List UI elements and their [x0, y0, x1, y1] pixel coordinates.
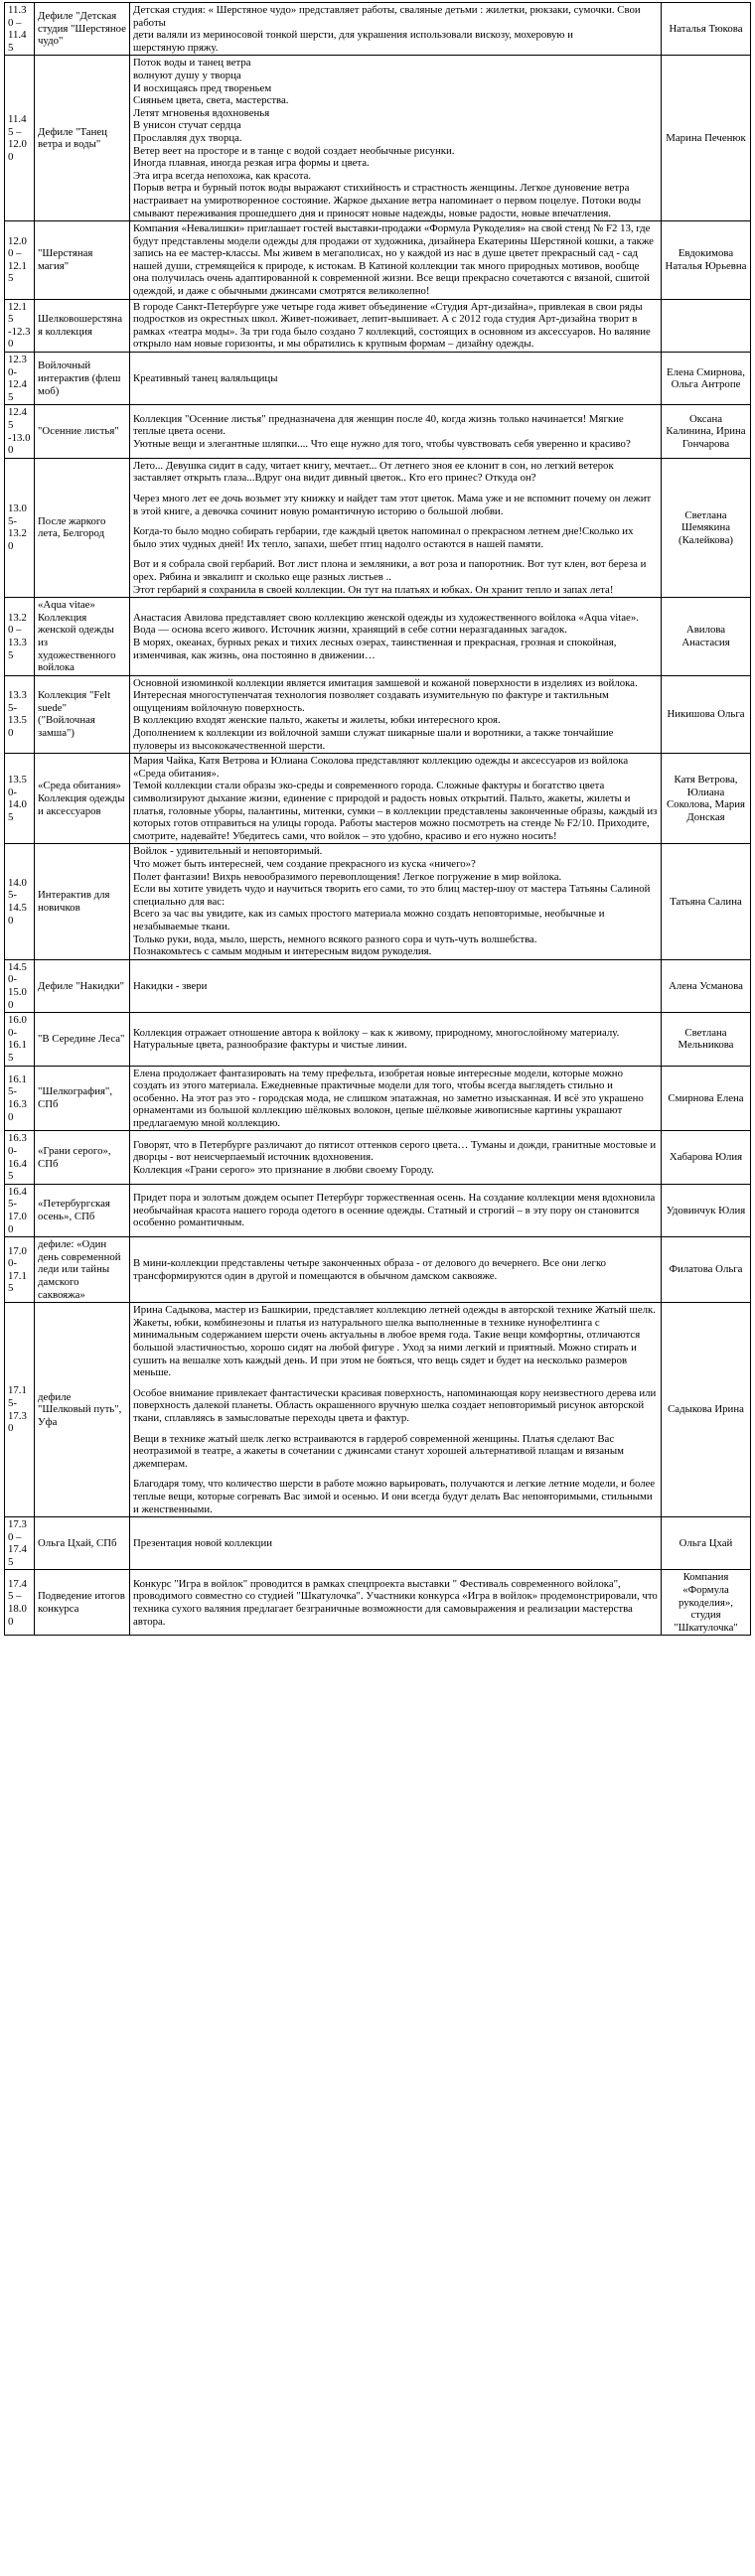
- description-paragraph: [133, 517, 658, 525]
- description-cell: [130, 353, 662, 405]
- time-cell: 16.15- 16.30: [5, 1066, 35, 1131]
- description-paragraph: Вода — основа всего живого. Источник жизни, хранящий в себе сотни неразгаданных загадок.: [133, 624, 567, 637]
- time-cell: 13.35-13.50: [5, 675, 35, 754]
- description-cell: [130, 1570, 662, 1636]
- schedule-row: [5, 1237, 751, 1303]
- event-name-cell: "Шелкография", СПб: [35, 1066, 130, 1131]
- description-cell: [130, 299, 662, 352]
- description-paragraph: Войлок - удивительный и неповторимый.: [133, 845, 323, 858]
- schedule-row: [5, 598, 751, 676]
- schedule-row: [5, 1570, 751, 1636]
- schedule-row: [5, 754, 751, 844]
- description-paragraph: Коллекция "Осенние листья" предназначена для женщин после 40, когда жизнь только начинается! Мягкие теплые цвета осени.: [133, 412, 624, 438]
- time-cell: 13.50- 14.05: [5, 754, 35, 844]
- description-paragraph: В мини-коллекции представлены четыре законченных образа - от делового до вечернего. Все они легко трансформируются один в другой и помещаются в обычном дамском саквояже.: [133, 1257, 607, 1282]
- description-cell: [130, 56, 662, 221]
- time-cell: 12.30- 12.45: [5, 353, 35, 405]
- schedule-row: [5, 959, 751, 1012]
- event-name-cell: дефиле: «Один день современной леди или тайны дамского саквояжа»: [35, 1237, 130, 1303]
- time-cell: 14.50- 15.00: [5, 959, 35, 1012]
- description-paragraph: Натуральные цвета, разнообразие фактуры и чистые линии.: [133, 1039, 407, 1052]
- schedule-row: [5, 3, 751, 56]
- presenter-cell: Хабарова Юлия: [662, 1131, 751, 1184]
- description-paragraph: Ирина Садыкова, мастер из Башкирии, представляет коллекцию летней одежды в авторской технике Жатый шелк. Жакеты, юбки, комбинезоны и платья из натурального шелка выполненные в технике нунофелтинга с минимальным содержанием шерсти очень актуальны в любое время года. Такие вещи комфортны, отличаются большой эластичностью, хорошо сидят на любой фигуре . Уход за ними легкий и приятный. Можно стирать и сушить на вешалке хоть каждый день. И при этом не бояться, что вещь сядет и будет на несколько размеров меньше.: [133, 1304, 656, 1379]
- time-cell: 12.15 -12.30: [5, 299, 35, 352]
- event-name-cell: Ольга Цхай, СПб: [35, 1517, 130, 1570]
- description-paragraph: Вот и я собрала свой гербарий. Вот лист плона и земляники, а вот роза и папоротник. Вот тут клен, вот береза и орех. Рябина и эвкалипт и сколько еще разных листьев ..: [133, 558, 647, 583]
- description-paragraph: Познакомьтесь с самым модным и интересным видом рукоделия.: [133, 945, 432, 958]
- time-cell: 11.45 – 12.00: [5, 56, 35, 221]
- time-cell: 14.05- 14.50: [5, 844, 35, 959]
- description-cell: [130, 598, 662, 676]
- description-paragraph: Сияньем цвета, света, мастерства.: [133, 94, 289, 107]
- description-cell: [130, 458, 662, 597]
- time-cell: 13.05- 13.20: [5, 458, 35, 597]
- schedule-row: [5, 1303, 751, 1517]
- event-name-cell: Дефиле "Танец ветра и воды": [35, 56, 130, 221]
- description-paragraph: Всего за час вы увидите, как из самых простого материала можно создать неповторимые, необычные и незабываемые ткани.: [133, 908, 605, 932]
- presenter-cell: Катя Ветрова, Юлиана Соколова, Мария Донская: [662, 754, 751, 844]
- description-paragraph: Детская студия: « Шерстяное чудо» представляет работы, сваляные детьми : жилетки, рюкзаки, сумочки. Свои работы: [133, 4, 641, 29]
- time-cell: 16.00- 16.15: [5, 1013, 35, 1066]
- presenter-cell: Компания «Формула рукоделия», студия "Шкатулочка": [662, 1570, 751, 1636]
- schedule-row: [5, 221, 751, 300]
- presenter-cell: Смирнова Елена: [662, 1066, 751, 1131]
- description-paragraph: Полет фантазии! Вихрь невообразимого перевоплощения! Легкое погружение в мир войлока.: [133, 870, 562, 883]
- description-paragraph: Уютные вещи и элегантные шляпки.... Что еще нужно для того, чтобы чувствовать себя уверенно и красиво?: [133, 437, 631, 450]
- schedule-row: [5, 675, 751, 754]
- event-name-cell: «Среда обитания» Коллекция одежды и аксессуаров: [35, 754, 130, 844]
- description-paragraph: В морях, океанах, бурных реках и тихих лесных озерах, таинственная и прекрасная, грозная и спокойная, изменчивая, как жизнь, она постоянно в движении…: [133, 636, 617, 661]
- description-paragraph: Ветер веет на просторе и в танце с водой создает необычные рисунки.: [133, 144, 455, 157]
- presenter-cell: Татьяна Салина: [662, 844, 751, 959]
- description-paragraph: Лето... Девушка сидит в саду, читает книгу, мечтает... От летнего зноя ее клонит в сон, но легкий ветерок заставляет открыть глаза...Вдруг она видит дивный цветок.. Кто его принес? Откуда он?: [133, 459, 614, 485]
- description-paragraph: Иногда плавная, иногда резкая игра формы и цвета.: [133, 157, 370, 170]
- time-cell: 12.00 – 12.15: [5, 221, 35, 300]
- description-paragraph: Поток воды и танец ветра: [133, 57, 251, 70]
- presenter-cell: Никишова Ольга: [662, 675, 751, 754]
- event-name-cell: "Шерстяная магия": [35, 221, 130, 300]
- description-paragraph: Анастасия Авилова представляет свою коллекцию женской одежды из художественного войлока «Aqua vitae».: [133, 611, 639, 624]
- event-name-cell: Войлочный интерактив (флеш моб): [35, 353, 130, 405]
- presenter-cell: Алена Усманова: [662, 959, 751, 1012]
- description-paragraph: Презентация новой коллекции: [133, 1536, 272, 1549]
- presenter-cell: Светлана Мельникова: [662, 1013, 751, 1066]
- description-paragraph: Мария Чайка, Катя Ветрова и Юлиана Соколова представляют коллекцию одежды и аксессуаров из войлока «Среда обитания».: [133, 755, 629, 780]
- event-name-cell: Дефиле "Накидки": [35, 959, 130, 1012]
- schedule-row: [5, 1066, 751, 1131]
- schedule-rows: [5, 3, 751, 1636]
- description-paragraph: шерстяную пряжу.: [133, 41, 219, 54]
- description-paragraph: Накидки - звери: [133, 979, 208, 992]
- schedule-row: [5, 1517, 751, 1570]
- event-name-cell: Интерактив для новичков: [35, 844, 130, 959]
- description-paragraph: В унисон стучат сердца: [133, 119, 241, 132]
- event-name-cell: Коллекция "Felt suede" ("Войлочная замша"): [35, 675, 130, 754]
- event-name-cell: «Грани серого», СПб: [35, 1131, 130, 1184]
- description-paragraph: Темой коллекции стали образы эко-среды и современного города. Сложные фактуры и богатство цвета символизируют дыхание жизни, единение с природой и радость новых открытий. Пальто, жакеты, жилеты и платья, головные уборы, палантины, митенки, сумки – в коллекции представлены законченные образы, каждый из которых готов отправиться на улицы города. Работы мастеров можно посмотреть на стенде № F2/10. Приходите, смотрите, надевайте! Убедитесь сами, что войлок – это удобно, красиво и его нужно носить!: [133, 780, 658, 842]
- presenter-cell: Елена Смирнова, Ольга Антропе: [662, 353, 751, 405]
- description-paragraph: [133, 1470, 658, 1478]
- description-paragraph: Благодаря тому, что количество шерсти в работе можно варьировать, получаются и легкие летние модели, и более теплые вещи, которые согревать Вас зимой и осенью. И они всегда будут делать Вас неповторимыми, стильными и женственными.: [133, 1478, 656, 1515]
- description-paragraph: дети валяли из мериносовой тонкой шерсти, для украшения использовали вискозу, мохеровую и: [133, 29, 573, 42]
- presenter-cell: [662, 299, 751, 352]
- presenter-cell: Филатова Ольга: [662, 1237, 751, 1303]
- presenter-cell: Оксана Калинина, Ирина Гончарова: [662, 405, 751, 458]
- description-paragraph: [133, 1425, 658, 1433]
- description-paragraph: Креативный танец валяльщицы: [133, 371, 278, 384]
- presenter-cell: Светлана Шемякина (Калейкова): [662, 458, 751, 597]
- description-paragraph: [133, 485, 658, 493]
- description-paragraph: Коллекция отражает отношение автора к войлоку – как к живому, природному, многослойному материалу.: [133, 1026, 620, 1039]
- schedule-row: [5, 844, 751, 959]
- description-paragraph: волнуют душу у творца: [133, 69, 241, 81]
- time-cell: 17.00- 17.15: [5, 1237, 35, 1303]
- description-paragraph: Что может быть интересней, чем создание прекрасного из куска «ничего»?: [133, 858, 476, 870]
- time-cell: 13.20 – 13.35: [5, 598, 35, 676]
- description-paragraph: Основной изюминкой коллекции является имитация замшевой и кожаной поверхности в изделиях из войлока. Интересная многоступенчатая технология позволяет создавать изумительную по фактуре и тактильным ощущениям войлочную поверхность.: [133, 676, 638, 714]
- description-paragraph: В коллекцию входят женские пальто, жакеты и жилеты, юбки интересного кроя.: [133, 714, 501, 727]
- description-cell: [130, 844, 662, 959]
- description-cell: [130, 1303, 662, 1517]
- description-paragraph: Порыв ветра и бурный поток воды выражают стихийность и страстность женщины. Легкое дуновение ветра настраивает на умиротворенное состояние. Жаркое дыхание ветра напоминает о первом поцелуе. Потоки воды смывают переживания прошедшего дня и приносят новые надежды, новые радости, новые впечатления.: [133, 182, 642, 219]
- description-paragraph: Через много лет ее дочь возьмет эту книжку и найдет там этот цветок. Мама уже и не вспомнит почему он лежит в этой книге, а девочка сочинит новую романтичную историю о большой любви.: [133, 492, 652, 517]
- description-paragraph: Вещи в технике жатый шелк легко встраиваются в гардероб современной женщины. Платья сделают Вас неотразимой в театре, а жакеты в сочетании с джинсами станут хорошей альтернативой плащам и вязаным джемперам.: [133, 1432, 624, 1470]
- event-name-cell: После жаркого лета, Белгород: [35, 458, 130, 597]
- description-cell: [130, 1184, 662, 1236]
- description-paragraph: Конкурс "Игра в войлок" проводится в рамках спецпроекта выставки " Фестиваль современного войлока", проводимого совместно со студией "Шкатулочка". Участники конкурса «Игра в войлок» продемонстрировали, что техника сухого валяния предлагает безграничные возможности для самовыражения и реализации мастерства автора.: [133, 1577, 658, 1628]
- schedule-row: [5, 1131, 751, 1184]
- description-paragraph: Летят мгновенья вдохновенья: [133, 106, 270, 119]
- description-paragraph: Этот гербарий я сохранила в своей коллекции. Он тут на платьях и юбках. Он хранит тепло и запах лета!: [133, 583, 614, 596]
- event-name-cell: «Aqua vitae» Коллекция женской одежды из художественного войлока: [35, 598, 130, 676]
- time-cell: 12.45 -13.00: [5, 405, 35, 458]
- event-name-cell: Дефиле "Детская студия "Шерстяное чудо": [35, 3, 130, 56]
- description-cell: [130, 959, 662, 1012]
- schedule-table: [4, 2, 751, 1636]
- time-cell: 17.30 – 17.45: [5, 1517, 35, 1570]
- event-name-cell: дефиле "Шелковый путь", Уфа: [35, 1303, 130, 1517]
- schedule-row: [5, 56, 751, 221]
- description-paragraph: Придет пора и золотым дождем осыпет Петербург торжественная осень. На создание коллекции меня вдохновила необычайная красота нашего города одетого в осенние одежды. Статный и строгий – в эту пору он становится особенно романтичным.: [133, 1192, 656, 1229]
- description-paragraph: Дополнением к коллекции из войлочной замши служат шикарные шали и воротники, а также тончайшие пуловеры из высококачественной шерсти.: [133, 727, 614, 752]
- description-paragraph: Компания «Невалишки» приглашает гостей выставки-продажи «Формула Рукоделия» на свой стенд № F2 13, где будут представлены модели одежды для продажи от художника, дизайнера Екатерины Шерстяной кошки, а также запись на ее мастер-классы. Мы живем в мегаполисах, но у каждой из нас в душе цветет прекрасный сад - сад нашей души, стремящейся к природе, к истокам. В Катиной коллекции так много природных мотивов, вообще она получилась очень адаптированной к современной жизни. Все вещи прекрасно сочетаются с вязаной, сшитой одеждой, и даже с обычными джинсами смотрятся великолепно!: [133, 222, 654, 298]
- description-paragraph: Говорят, что в Петербурге различают до пятисот оттенков серого цвета… Туманы и дожди, гранитные мостовые и дворцы - вот неисчерпаемый источник вдохновения.: [133, 1138, 657, 1164]
- presenter-cell: Садыкова Ирина: [662, 1303, 751, 1517]
- time-cell: 16.30- 16.45: [5, 1131, 35, 1184]
- event-name-cell: "В Середине Леса": [35, 1013, 130, 1066]
- description-cell: [130, 1066, 662, 1131]
- schedule-row: [5, 353, 751, 405]
- description-cell: [130, 1131, 662, 1184]
- description-paragraph: В городе Санкт-Петербурге уже четыре года живет объединение «Студия Арт-дизайна», привлекая в свои ряды подростков из окрестных школ. Живет-поживает, лепит-вышивает. А с 2012 года студия Арт-дизайна творит в рамках «театра моды». За три года было создано 7 коллекций, состоящих в основном из аксессуаров. Но валяние открыло нам новые горизонты, и мы обратились к крупным формам – дизайну одежды.: [133, 300, 651, 351]
- time-cell: 16.45- 17.00: [5, 1184, 35, 1236]
- description-cell: [130, 754, 662, 844]
- description-cell: [130, 405, 662, 458]
- description-paragraph: Прославляя дух творца.: [133, 131, 242, 144]
- schedule-row: [5, 458, 751, 597]
- description-paragraph: Коллекция «Грани серого» это признание в любви своему Городу.: [133, 1163, 434, 1176]
- description-paragraph: Если вы хотите увидеть чудо и научиться творить его сами, то это блиц мастер-шоу от мастера Татьяны Салиной специально для вас:: [133, 883, 651, 908]
- description-paragraph: [133, 550, 658, 558]
- time-cell: 17.15- 17.30: [5, 1303, 35, 1517]
- description-cell: [130, 221, 662, 300]
- description-paragraph: Только руки, вода, мыло, шерсть, немного всякого разного сора и чуть-чуть волшебства.: [133, 932, 537, 945]
- presenter-cell: Евдокимова Наталья Юрьевна: [662, 221, 751, 300]
- presenter-cell: Ольга Цхай: [662, 1517, 751, 1570]
- description-cell: [130, 1013, 662, 1066]
- description-paragraph: Эта игра всегда непохожа, как красота.: [133, 169, 312, 182]
- description-cell: [130, 3, 662, 56]
- presenter-cell: Марина Печенюк: [662, 56, 751, 221]
- event-name-cell: «Петербургская осень», СПб: [35, 1184, 130, 1236]
- description-cell: [130, 675, 662, 754]
- presenter-cell: Авилова Анастасия: [662, 598, 751, 676]
- description-paragraph: Елена продолжает фантазировать на тему префельта, изобретая новые интересные модели, которые можно создать из этого материала. Ежедневные практичные модели для того, чтобы всегда выглядеть стильно и особенно. На этот раз это - городская мода, не слишком эпатажная, но заметно изысканная. И всё это украшено орнаментами из большой коллекцию шёлковых волокон, цепые шёлковые живописные картины украшают предлагаемую мной коллекцию.: [133, 1067, 644, 1129]
- schedule-row: [5, 405, 751, 458]
- presenter-cell: Удовинчук Юлия: [662, 1184, 751, 1236]
- event-name-cell: Подведение итогов конкурса: [35, 1570, 130, 1636]
- description-cell: [130, 1517, 662, 1570]
- description-paragraph: Когда-то было модно собирать гербарии, где каждый цветок напоминал о прекрасном летнем дне!Сколько их было этих чудных дней! Их тепло, запахи, шебет птиц надолго остаются в нашей памяти.: [133, 525, 634, 550]
- time-cell: 11.30 – 11.45: [5, 3, 35, 56]
- description-paragraph: И восхищаясь пред твореньем: [133, 81, 272, 94]
- schedule-row: [5, 1184, 751, 1236]
- schedule-row: [5, 299, 751, 352]
- schedule-row: [5, 1013, 751, 1066]
- presenter-cell: Наталья Тюкова: [662, 3, 751, 56]
- time-cell: 17.45 – 18.00: [5, 1570, 35, 1636]
- description-cell: [130, 1237, 662, 1303]
- description-paragraph: [133, 1379, 658, 1387]
- description-paragraph: Особое внимание привлекает фантастически красивая поверхность, напоминающая кору неизвестного дерева или поверхность далекой планеты. Область окрашенного вручную шелка создает неповторимый рисунок авторской ткани, сплавляясь в замысловатые переходы цвета и фактур.: [133, 1386, 657, 1424]
- event-name-cell: Шелковошерстяная коллекция: [35, 299, 130, 352]
- event-name-cell: "Осенние листья": [35, 405, 130, 458]
